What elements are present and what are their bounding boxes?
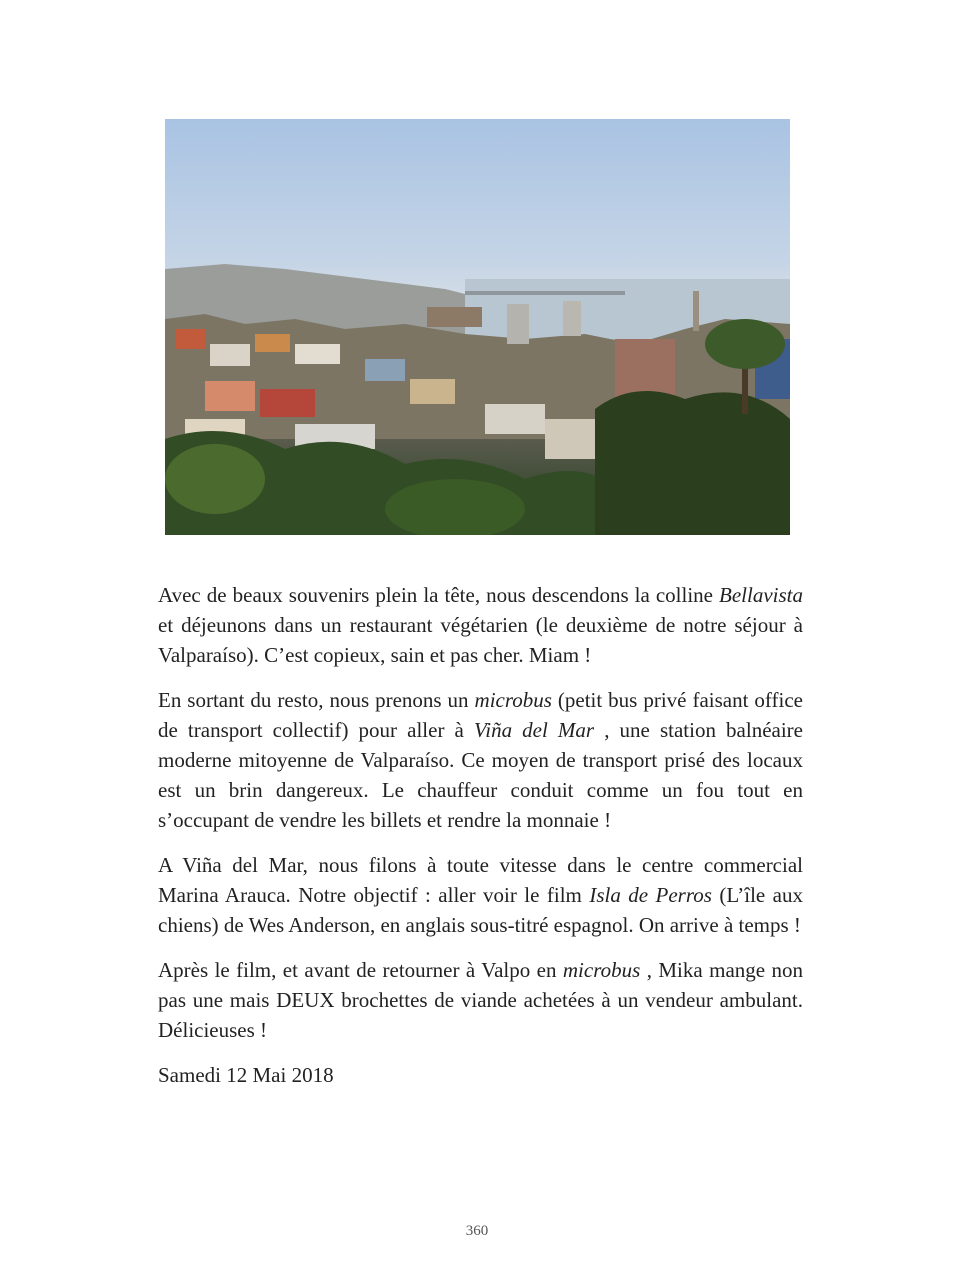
church-spire bbox=[693, 291, 699, 331]
house bbox=[210, 344, 250, 366]
house bbox=[205, 381, 255, 411]
palm-crown bbox=[705, 319, 785, 369]
foreground-trees-right bbox=[595, 391, 790, 535]
date-heading: Samedi 12 Mai 2018 bbox=[158, 1063, 334, 1087]
tower bbox=[563, 301, 581, 336]
paragraph-3 bbox=[158, 850, 803, 940]
text-run: A Viña del Mar, nous filons à toute vitesse dans le centre commercial Marina Arauca. Notre objectif : aller voir le film bbox=[158, 853, 803, 907]
bush bbox=[165, 444, 265, 514]
text-run: Avec de beaux souvenirs plein la tête, nous descendons la colline bbox=[158, 583, 720, 607]
text-run: , une station balnéaire moderne mitoyenne de Valparaíso. Ce moyen de transport prisé des locaux est un brin dangereux. Le chauffeur conduit comme un fou tout en s’occupant de vendre les billets et rendre la monnaie ! bbox=[158, 718, 803, 832]
house bbox=[295, 344, 340, 364]
italic-term: microbus bbox=[562, 958, 641, 982]
page-number: 360 bbox=[465, 1223, 489, 1239]
valparaiso-hillside-photo bbox=[165, 119, 790, 535]
body-text bbox=[158, 580, 803, 1105]
house bbox=[365, 359, 405, 381]
house bbox=[255, 334, 290, 352]
house bbox=[410, 379, 455, 404]
paragraph-1 bbox=[158, 580, 803, 670]
photo-illustration bbox=[165, 119, 790, 535]
italic-place-name: Bellavista bbox=[719, 583, 803, 607]
house bbox=[175, 329, 205, 349]
text-run: , Mika mange non pas une mais DEUX brochettes de viande achetées à un vendeur ambulant. Délicieuses ! bbox=[158, 958, 804, 1042]
paragraph-2 bbox=[158, 685, 803, 835]
text-run: En sortant du resto, nous prenons un bbox=[158, 688, 475, 712]
italic-film-title: Isla de Perros bbox=[589, 883, 712, 907]
text-run: (L’île aux chiens) de Wes Anderson, en anglais sous-titré espagnol. On arrive à temps ! bbox=[158, 883, 803, 937]
text-run: Après le film, et avant de retourner à Valpo en bbox=[158, 958, 563, 982]
italic-term: microbus bbox=[474, 688, 552, 712]
italic-place-name: Viña del Mar bbox=[473, 718, 595, 742]
paragraph-4 bbox=[158, 955, 803, 1045]
text-run: (petit bus privé faisant office de transport collectif) pour aller à bbox=[158, 688, 803, 742]
house bbox=[485, 404, 545, 434]
house bbox=[615, 339, 675, 399]
building bbox=[427, 307, 482, 327]
text-run: et déjeunons dans un restaurant végétarien (le deuxième de notre séjour à Valparaíso). C’est copieux, sain et pas cher. Miam ! bbox=[158, 613, 803, 667]
tower bbox=[507, 304, 529, 344]
house bbox=[260, 389, 315, 417]
pier bbox=[465, 291, 625, 295]
